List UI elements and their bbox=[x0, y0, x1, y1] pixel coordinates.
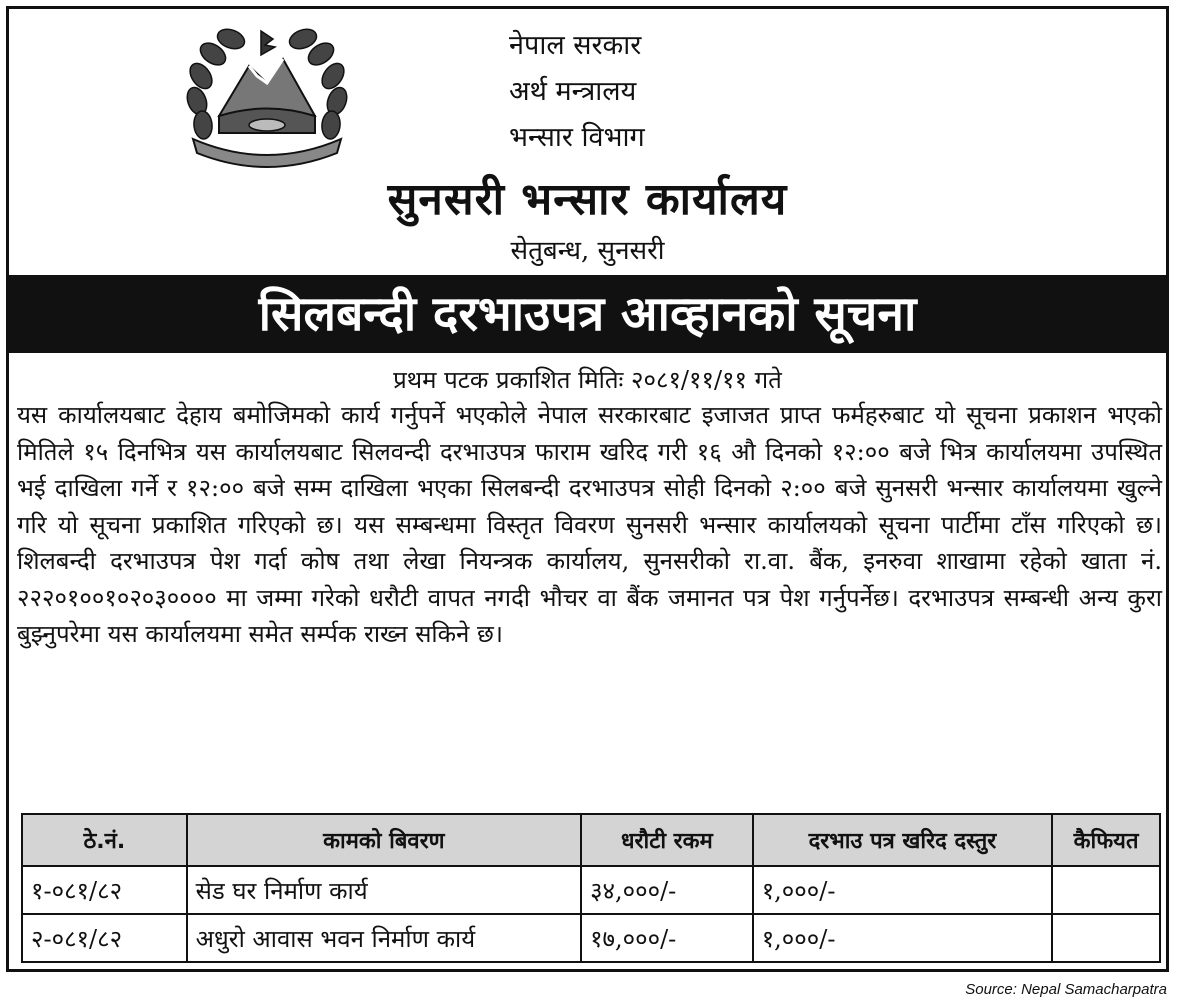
notice-frame bbox=[6, 6, 1169, 972]
cell-deposit-amount: १७,०००/- bbox=[581, 914, 753, 962]
nepal-coat-of-arms-icon bbox=[179, 21, 355, 171]
government-line: नेपाल सरकार bbox=[509, 30, 642, 61]
table-row bbox=[22, 914, 1160, 962]
cell-deposit-amount: ३४,०००/- bbox=[581, 866, 753, 914]
cell-bid-form-fee: १,०००/- bbox=[753, 914, 1052, 962]
table-header-row bbox=[22, 814, 1160, 866]
source-credit: Source: Nepal Samacharpatra bbox=[965, 981, 1167, 998]
header-work-description: कामको बिवरण bbox=[187, 814, 581, 866]
cell-contract-no: १-०८१/८२ bbox=[22, 866, 187, 914]
cell-remarks bbox=[1052, 866, 1160, 914]
header-contract-no: ठे.नं. bbox=[22, 814, 187, 866]
table-row bbox=[22, 866, 1160, 914]
cell-work-description: सेड घर निर्माण कार्य bbox=[187, 866, 581, 914]
publication-date: प्रथम पटक प्रकाशित मितिः २०८१/११/११ गते bbox=[393, 366, 782, 394]
cell-work-description: अधुरो आवास भवन निर्माण कार्य bbox=[187, 914, 581, 962]
notice-header bbox=[9, 9, 1166, 275]
tender-table bbox=[21, 813, 1161, 963]
header-remarks: कैफियत bbox=[1052, 814, 1160, 866]
ministry-line: अर्थ मन्त्रालय bbox=[509, 76, 637, 107]
cell-remarks bbox=[1052, 914, 1160, 962]
department-line: भन्सार विभाग bbox=[509, 122, 645, 153]
notice-title: सिलबन्दी दरभाउपत्र आव्हानको सूचना bbox=[9, 275, 1166, 353]
header-bid-form-fee: दरभाउ पत्र खरिद दस्तुर bbox=[753, 814, 1052, 866]
office-location: सेतुबन्ध, सुनसरी bbox=[510, 236, 665, 266]
cell-contract-no: २-०८१/८२ bbox=[22, 914, 187, 962]
cell-bid-form-fee: १,०००/- bbox=[753, 866, 1052, 914]
header-deposit-amount: धरौटी रकम bbox=[581, 814, 753, 866]
office-name: सुनसरी भन्सार कार्यालय bbox=[387, 174, 788, 225]
office-hierarchy bbox=[509, 23, 709, 161]
notice-body: यस कार्यालयबाट देहाय बमोजिमको कार्य गर्नुपर्ने भएकोले नेपाल सरकारबाट इजाजत प्राप्त फर्महरुबाट यो सूचना प्रकाशन भएको मितिले १५ दिनभित्र यस कार्यालयबाट सिलवन्दी दरभाउपत्र फाराम खरिद गरी १६ औ दिनको १२:०० बजे भित्र कार्यालयमा उपस्थित भई दाखिला गर्ने र १२:०० बजे सम्म दाखिला भएका सिलबन्दी दरभाउपत्र सोही दिनको २:०० बजे सुनसरी भन्सार कार्यालयमा खुल्ने गरि यो सूचना प्रकाशित गरिएको छ। यस सम्बन्धमा विस्तृत विवरण सुनसरी भन्सार कार्यालयको सूचना पार्टीमा टाँस गरिएको छ। शिलबन्दी दरभाउपत्र पेश गर्दा कोष तथा लेखा नियन्त्रक कार्यालय, सुनसरीको रा.वा. बैंक, इनरुवा शाखामा रहेको खाता नं. २२२०१००१०२०३०००० मा जम्मा गरेको धरौटी वापत नगदी भौचर वा बैंक जमानत पत्र पेश गर्नुपर्नेछ। दरभाउपत्र सम्बन्धी अन्य कुरा बुझ्नुपरेमा यस कार्यालयमा समेत सर्म्पक राख्न सकिने छ। bbox=[17, 401, 1162, 648]
